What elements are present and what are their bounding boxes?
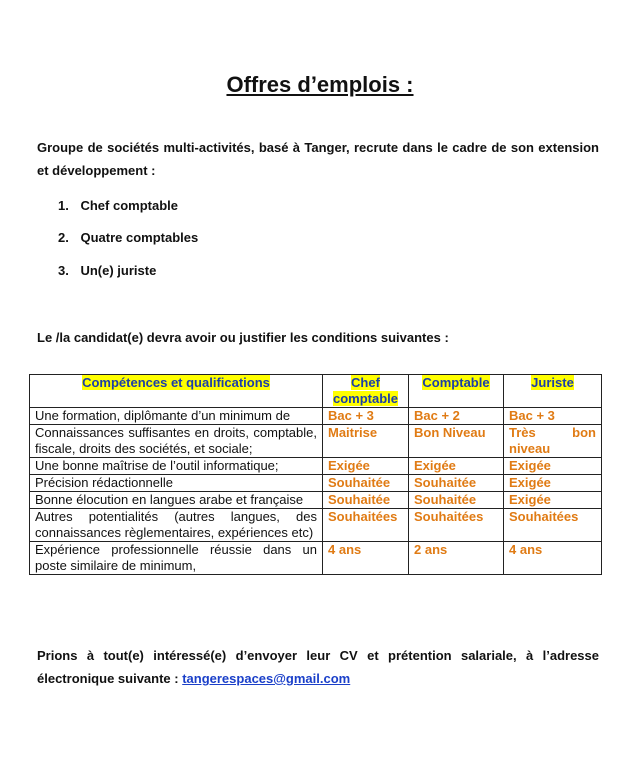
column-header: Comptable [409,375,504,408]
column-header: Chef comptable [323,375,409,408]
requirement-cell: Expérience professionnelle réussie dans un poste similaire de minimum, [30,542,323,575]
column-header: Compétences et qualifications [30,375,323,408]
job-title: Quatre comptables [80,230,199,245]
juriste-cell: Souhaitées [504,509,602,542]
table-row [30,425,602,458]
comptable-cell: Souhaitées [409,509,504,542]
juriste-cell: Très bon niveau [504,425,602,458]
comptable-cell: Souhaitée [409,492,504,509]
comptable-cell: 2 ans [409,542,504,575]
chef-comptable-cell: Bac + 3 [323,408,409,425]
requirement-cell: Une formation, diplômante d’un minimum de [30,408,323,425]
page-title: Offres d’emplois : [226,72,414,97]
juriste-cell: Bac + 3 [504,408,602,425]
chef-comptable-cell: 4 ans [323,542,409,575]
chef-comptable-cell: Souhaitée [323,492,409,509]
requirement-cell: Bonne élocution en langues arabe et française [30,492,323,509]
list-item [58,263,156,278]
email-link[interactable]: tangerespaces@gmail.com [182,671,351,686]
job-title: Chef comptable [80,198,178,213]
list-number: 3. [58,263,69,278]
job-title: Un(e) juriste [80,263,157,278]
comptable-cell: Bac + 2 [409,408,504,425]
requirement-cell: Connaissances suffisantes en droits, comptable, fiscale, droits des sociétés, et sociale; [30,425,323,458]
closing-paragraph [37,644,599,690]
requirement-cell: Autres potentialités (autres langues, des connaissances règlementaires, expériences etc) [30,509,323,542]
juriste-cell: 4 ans [504,542,602,575]
closing-text: Prions à tout(e) intéressé(e) d’envoyer leur CV et prétention salariale, à l’adresse électronique suivante : [37,648,599,686]
requirement-cell: Précision rédactionnelle [30,475,323,492]
table-row [30,475,602,492]
comptable-cell: Bon Niveau [409,425,504,458]
column-header: Juriste [504,375,602,408]
requirement-cell: Une bonne maîtrise de l’outil informatique; [30,458,323,475]
juriste-cell: Exigée [504,492,602,509]
comptable-cell: Exigée [409,458,504,475]
requirements-table [29,374,602,575]
chef-comptable-cell: Souhaitées [323,509,409,542]
conditions-intro: Le /la candidat(e) devra avoir ou justifier les conditions suivantes : [37,330,449,345]
table-row [30,492,602,509]
list-number: 2. [58,230,69,245]
chef-comptable-cell: Exigée [323,458,409,475]
table-row [30,509,602,542]
list-item [58,230,198,245]
comptable-cell: Souhaitée [409,475,504,492]
intro-paragraph: Groupe de sociétés multi-activités, basé à Tanger, recrute dans le cadre de son extension et développement : [37,140,599,178]
table-row [30,458,602,475]
list-item [58,198,178,213]
table-row [30,408,602,425]
juriste-cell: Exigée [504,458,602,475]
chef-comptable-cell: Souhaitée [323,475,409,492]
juriste-cell: Exigée [504,475,602,492]
table-row [30,542,602,575]
list-number: 1. [58,198,69,213]
table-header-row [30,375,602,408]
chef-comptable-cell: Maitrise [323,425,409,458]
